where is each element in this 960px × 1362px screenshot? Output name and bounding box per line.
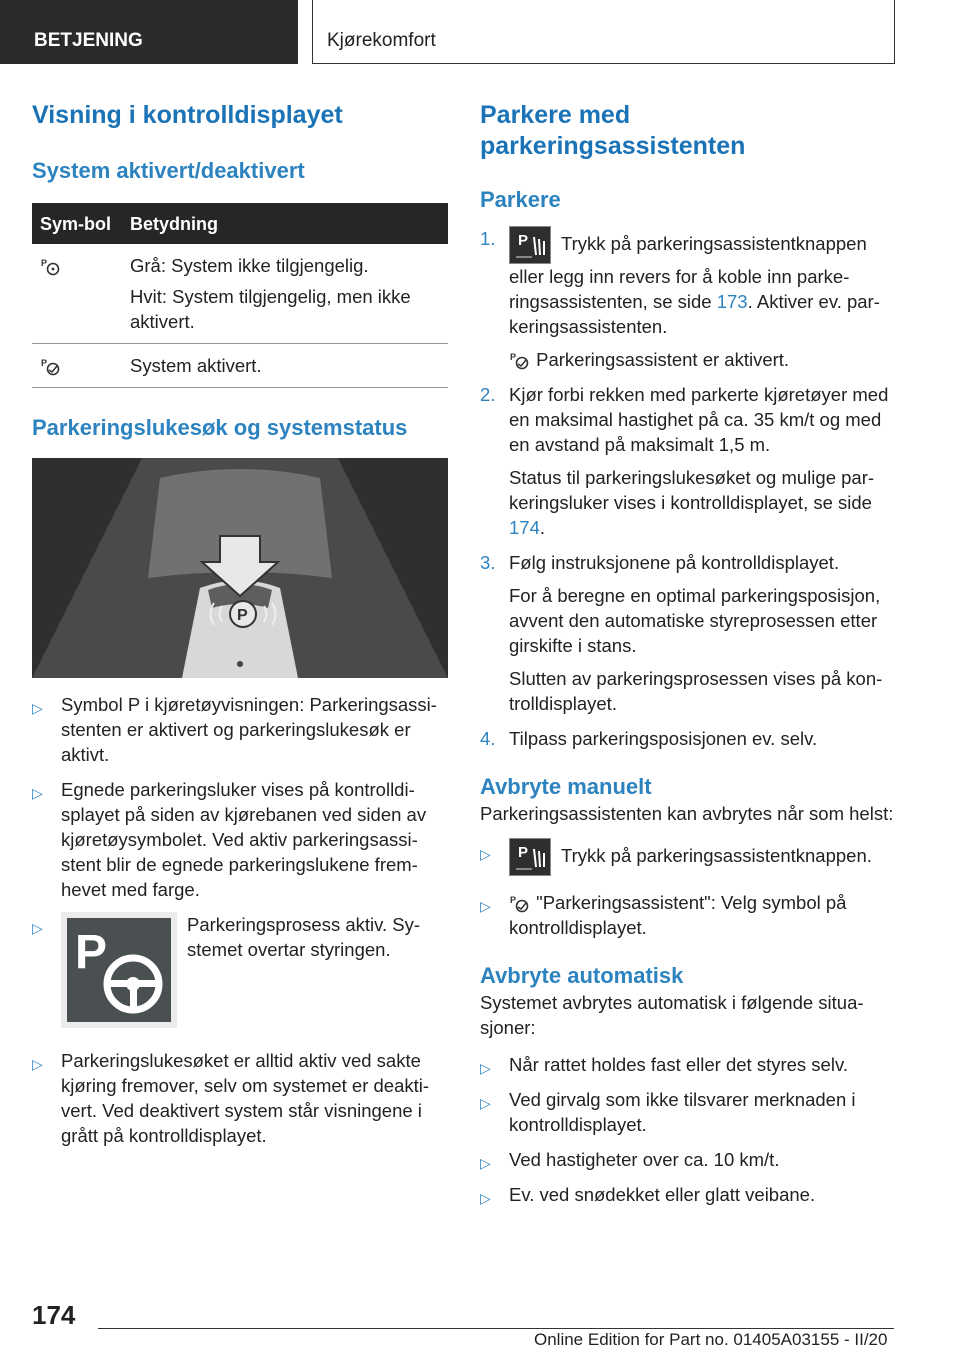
col-symbol: Sym-bol <box>32 203 122 244</box>
auto-intro: Systemet avbrytes automatisk i følgende situa-sjoner: <box>480 992 864 1038</box>
svg-text:P: P <box>237 607 248 624</box>
heading-parkere: Parkere <box>480 187 561 212</box>
col-meaning: Betydning <box>122 203 448 244</box>
left-column <box>32 100 448 1148</box>
list-item: ▷ Ev. ved snødekket eller glatt veibane. <box>480 1182 894 1207</box>
triangle-bullet-icon: ▷ <box>32 700 43 716</box>
list-item: ▷ P "Parkeringsassistent": Velg symbol på kontrolldisplayet. <box>480 892 847 938</box>
step-item: 4. Tilpass parkeringsposisjonen ev. selv. <box>480 728 818 749</box>
page-title: Visning i kontrolldisplayet <box>32 101 343 129</box>
list-item: ▷ Ved girvalg som ikke tilsvarer merknaden i kontrolldisplayet. <box>480 1089 856 1135</box>
subtitle: System aktivert/deaktivert <box>32 158 305 183</box>
list-item: ▷ Parkeringslukesøket er alltid aktiv ved sakte kjøring fremover, selv om systemet er deakti-vert. Ved deaktivert system står visningene i grått på kontrolldisplayet. <box>32 1050 430 1146</box>
parking-assistant-active-icon <box>40 357 62 377</box>
parking-process-icon <box>61 912 177 1028</box>
right-column <box>480 100 894 1207</box>
manual-intro: Parkeringsassistenten kan avbrytes når som helst: <box>480 803 894 824</box>
triangle-bullet-icon: ▷ <box>480 1190 491 1206</box>
table-row <box>32 344 448 388</box>
symbol-table <box>32 203 448 388</box>
triangle-bullet-icon: ▷ <box>32 1056 43 1072</box>
table-row <box>32 244 448 344</box>
triangle-bullet-icon: ▷ <box>480 1155 491 1171</box>
footer-divider <box>98 1328 894 1329</box>
triangle-bullet-icon: ▷ <box>32 920 43 936</box>
parking-button-icon <box>509 838 551 876</box>
page-link[interactable]: 173 <box>716 291 748 312</box>
step-item: 2. Kjør forbi rekken med parkerte kjøretøyer med en maksimal hastighet på ca. 35 km/t og med en avstand på maksimalt 1,5 m. Status til parkeringslukesøket og mulige par-keringsluker vises i kontrolldisplayet, se side 174. <box>480 384 889 538</box>
list-item: ▷ P Parkeringsprosess aktiv. Sy-stemet overtar styringen. <box>32 912 448 1034</box>
triangle-bullet-icon: ▷ <box>480 898 491 914</box>
row2-line1: System aktivert. <box>130 355 262 376</box>
header-chapter: Kjørekomfort <box>312 0 895 64</box>
edition-text: Online Edition for Part no. 01405A03155 - II/20 <box>534 1330 888 1349</box>
heading-auto: Avbryte automatisk <box>480 963 684 988</box>
page-link[interactable]: 174 <box>509 517 540 538</box>
list-item: ▷ P Trykk på parkeringsassistentknappen. <box>480 838 894 876</box>
heading-manual: Avbryte manuelt <box>480 774 652 799</box>
triangle-bullet-icon: ▷ <box>480 846 491 862</box>
list-item: ▷ Når rattet holdes fast eller det styres selv. <box>480 1052 894 1077</box>
svg-text:P: P <box>510 895 517 906</box>
row1-line1: Grå: System ikke tilgjengelig. <box>130 255 369 276</box>
svg-text:P: P <box>518 232 529 249</box>
list-item: ▷ Ved hastigheter over ca. 10 km/t. <box>480 1147 894 1172</box>
right-title: Parkere med parkeringsassistenten <box>480 101 746 160</box>
svg-text:P: P <box>41 358 48 369</box>
header-section: BETJENING <box>0 0 298 64</box>
parking-display-illustration <box>32 458 448 678</box>
list-item: ▷ Egnede parkeringsluker vises på kontrolldi-splayet på siden av kjørebanen ved siden av kjøretøysymbolet. Ved aktiv parkeringsassi-stent blir de egnede parkeringslukene frem-hevet med farge. <box>32 779 427 900</box>
row1-line2: Hvit: System tilgjengelig, men ikke aktivert. <box>130 286 411 332</box>
svg-text:P: P <box>510 352 517 363</box>
triangle-bullet-icon: ▷ <box>480 1095 491 1111</box>
section2-title: Parkeringslukesøk og systemstatus <box>32 415 408 440</box>
triangle-bullet-icon: ▷ <box>32 785 43 801</box>
triangle-bullet-icon: ▷ <box>480 1060 491 1076</box>
step-item: 3. Følg instruksjonene på kontrolldisplayet. For å beregne en optimal parkeringsposisjon, avvent den automatiske styreprosessen etter girskifte i stans. Slutten av parkeringsprosessen vises på kon-trolldisplayet. <box>480 552 883 714</box>
svg-text:P: P <box>75 926 108 979</box>
svg-text:P: P <box>41 258 48 269</box>
parking-assistant-icon <box>40 257 62 277</box>
list-item: ▷ Symbol P i kjøretøyvisningen: Parkeringsassi-stenten er aktivert og parkeringslukesøk er aktivt. <box>32 694 437 765</box>
step-item: 1. P Trykk på parkeringsassistentknappen eller legg inn revers for å koble inn parke-ringsassistenten, se side 173. Aktiver ev. par-keringsassistenten. P Parkeringsassistent er aktivert. <box>480 228 880 370</box>
parking-assistant-active-icon <box>509 351 531 371</box>
svg-text:P: P <box>518 844 529 861</box>
parking-button-icon <box>509 226 551 264</box>
parking-assistant-active-icon <box>509 894 531 914</box>
page-number: 174 <box>32 1300 76 1330</box>
